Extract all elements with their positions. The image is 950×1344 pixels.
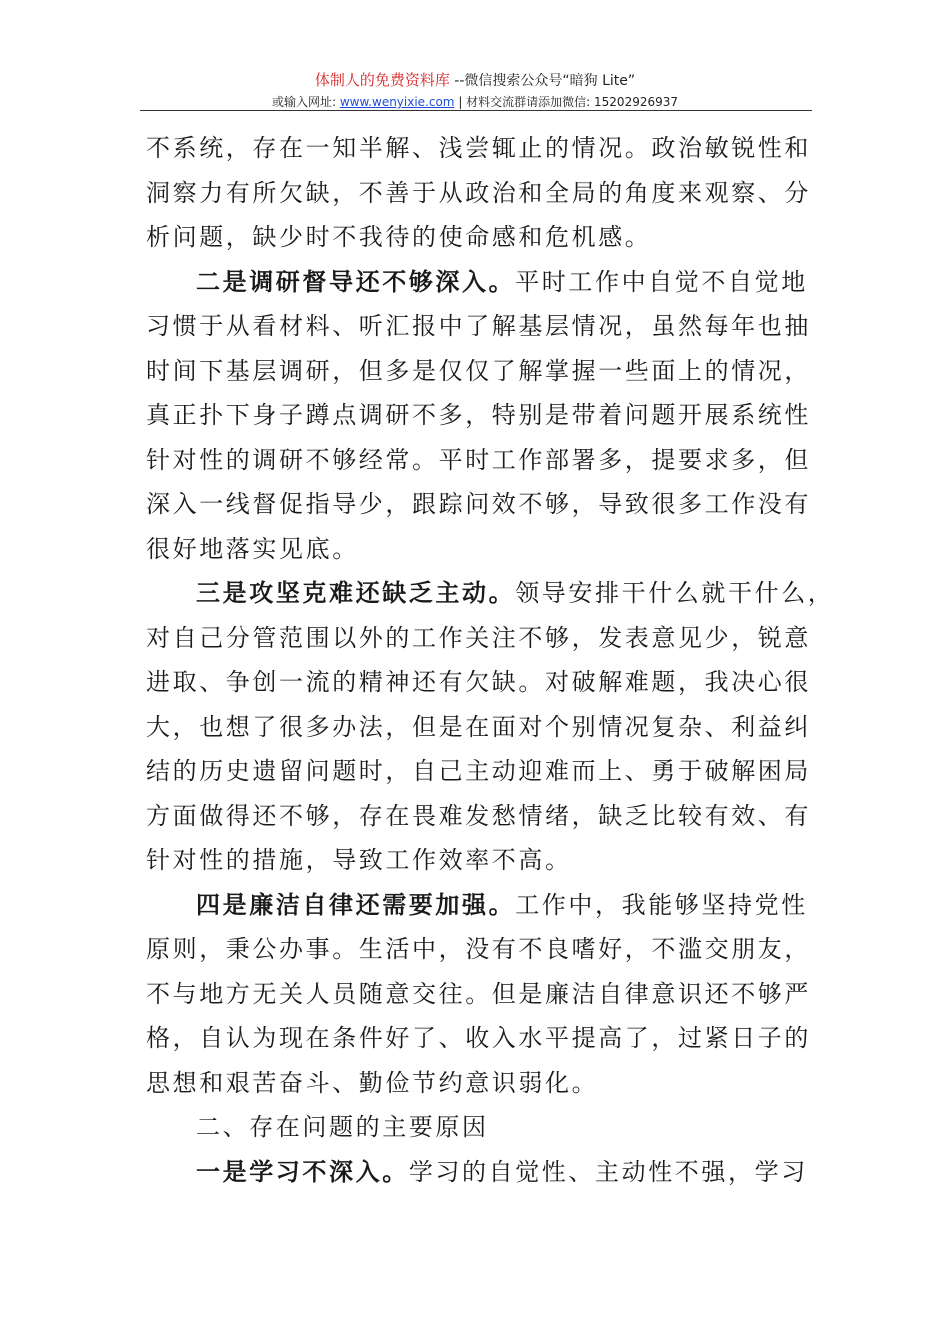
section-heading [146, 1105, 818, 1150]
contact-info: | 材料交流群请添加微信: 15202926937 [454, 95, 679, 109]
text-line: 真正扑下身子蹲点调研不多，特别是带着问题开展系统性 [146, 401, 811, 429]
text-line: 大，也想了很多办法，但是在面对个别情况复杂、利益纠 [146, 712, 811, 741]
text-line: 格，自认为现在条件好了、收入水平提高了，过紧日子的 [146, 1024, 811, 1052]
lead-heading: 一是学习不深入。 [196, 1156, 409, 1186]
lead-heading: 二是调研督导还不够深入。 [196, 266, 516, 296]
text-line: 思想和艰苦奋斗、勤俭节约意识弱化。 [146, 1068, 599, 1097]
text-line: 针对性的措施，导致工作效率不高。 [146, 846, 572, 874]
text-line: 结的历史遗留问题时，自己主动迎难而上、勇于破解困局 [146, 757, 811, 785]
text-line: 时间下基层调研，但多是仅仅了解掌握一些面上的情况， [146, 356, 811, 385]
paragraph-research [146, 260, 818, 572]
lead-heading: 三是攻坚克难还缺乏主动。 [196, 578, 516, 607]
paragraph-initiative [146, 571, 835, 883]
text-line: 针对性的调研不够经常。平时工作部署多，提要求多，但 [146, 445, 811, 474]
text-line: 进取、争创一流的精神还有欠缺。对破解难题，我决心很 [146, 668, 811, 696]
header-divider [140, 110, 812, 111]
text-line: 析问题，缺少时不我待的使命感和危机感。 [146, 223, 652, 251]
text-line: 对自己分管范围以外的工作关注不够，发表意见少，锐意 [146, 623, 811, 652]
text-line: 方面做得还不够，存在畏难发愁情绪，缺乏比较有效、有 [146, 801, 811, 830]
paragraph-continued [146, 126, 818, 260]
brand-title: 体制人的免费资料库 [314, 71, 450, 89]
text-line [146, 883, 818, 928]
page-header [140, 70, 810, 111]
text-line: 原则，秉公办事。生活中，没有不良嗜好，不滥交朋友， [146, 935, 811, 963]
text-line: 深入一线督促指导少，跟踪问效不够，导致很多工作没有 [146, 490, 811, 518]
url-prefix: 或输入网址: [271, 95, 340, 109]
text-line: 不与地方无关人员随意交往。但是廉洁自律意识还不够严 [146, 979, 811, 1008]
text-line: 很好地落实见底。 [146, 534, 359, 563]
text-line: 洞察力有所欠缺，不善于从政治和全局的角度来观察、分 [146, 178, 811, 207]
lead-rest: 平时工作中自觉不自觉地 [515, 267, 808, 296]
paragraph-study [146, 1150, 818, 1195]
lead-rest: 领导安排干什么就干什么， [515, 579, 835, 607]
text-line: 习惯于从看材料、听汇报中了解基层情况，虽然每年也抽 [146, 312, 811, 340]
text-line [146, 571, 835, 616]
wechat-note: --微信搜索公众号“暗狗 Lite” [449, 73, 636, 89]
website-link[interactable]: www.wenyixie.com [339, 95, 455, 109]
document-body [146, 126, 835, 1194]
lead-rest: 工作中，我能够坚持党性 [515, 890, 808, 919]
header-title-line [140, 70, 810, 91]
text-line [146, 260, 818, 305]
section-title: 二、存在问题的主要原因 [196, 1113, 489, 1141]
lead-heading: 四是廉洁自律还需要加强。 [196, 889, 516, 919]
paragraph-integrity [146, 883, 818, 1106]
text-line: 不系统，存在一知半解、浅尝辄止的情况。政治敏锐性和 [146, 134, 811, 162]
header-contact-line [140, 93, 810, 111]
lead-rest: 学习的自觉性、主动性不强，学习 [408, 1157, 808, 1186]
text-line [146, 1150, 818, 1195]
